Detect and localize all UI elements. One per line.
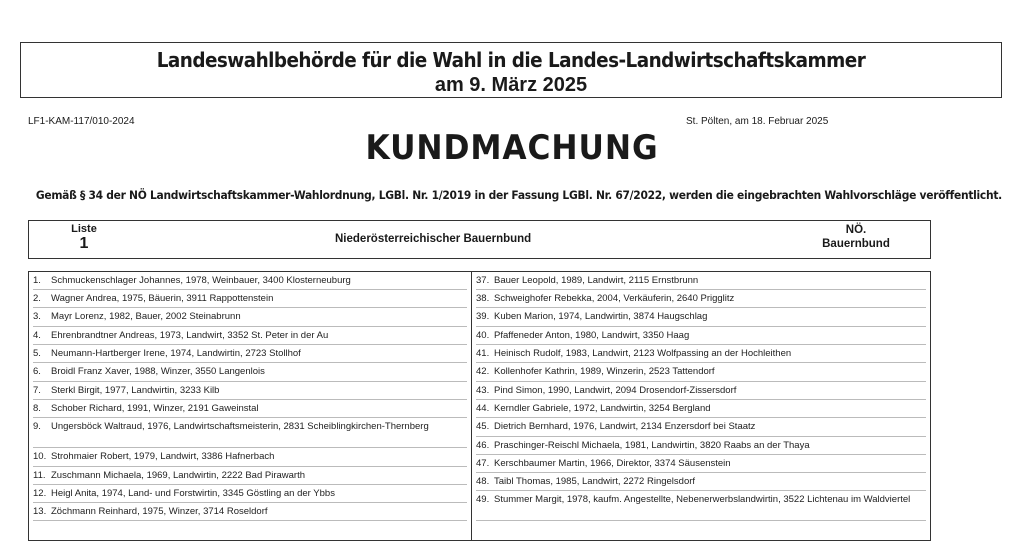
election-date: am 9. März 2025 [434, 74, 588, 96]
candidate-entry: Kerschbaumer Martin, 1966, Direktor, 3374 Säusenstein [494, 458, 731, 469]
candidate-entry: Schweighofer Rebekka, 2004, Verkäuferin, 2640 Prigglitz [494, 293, 735, 304]
candidate-number: 39. [476, 311, 490, 322]
candidate-row [476, 290, 926, 308]
candidate-entry: Schober Richard, 1991, Winzer, 2191 Gaweinstal [51, 403, 259, 414]
candidate-row [476, 473, 926, 491]
party-name: Niederösterreichischer Bauernbund [335, 233, 532, 245]
candidate-entry: Kollenhofer Kathrin, 1989, Winzerin, 2523 Tattendorf [494, 366, 715, 377]
candidate-entry: Strohmaier Robert, 1979, Landwirt, 3386 Hafnerbach [51, 451, 275, 462]
candidate-entry: Heinisch Rudolf, 1983, Landwirt, 2123 Wolfpassing an der Hochleithen [494, 348, 792, 359]
candidate-number: 8. [33, 403, 41, 414]
candidate-number: 6. [33, 366, 41, 377]
candidate-row [476, 437, 926, 455]
candidate-row [33, 400, 467, 418]
candidate-number: 13. [33, 506, 47, 517]
candidate-row [33, 327, 467, 345]
candidate-entry: Pind Simon, 1990, Landwirt, 2094 Drosendorf-Zissersdorf [494, 385, 737, 396]
candidate-row [476, 491, 926, 521]
candidate-number: 43. [476, 385, 490, 396]
candidate-number: 5. [33, 348, 41, 359]
legal-text: Gemäß § 34 der NÖ Landwirtschaftskammer-Wahlordnung, LGBl. Nr. 1/2019 in der Fassung LGBl. Nr. 67/2022, werden die eingebrachten Wahlvorschläge veröffentlicht. [35, 188, 1002, 202]
candidate-entry: Broidl Franz Xaver, 1988, Winzer, 3550 Langenlois [51, 366, 265, 377]
candidate-row [33, 363, 467, 382]
candidate-row [476, 345, 926, 363]
candidate-row [476, 272, 926, 290]
candidate-row [33, 345, 467, 363]
candidate-row [476, 382, 926, 400]
candidate-row [33, 485, 467, 503]
candidate-entry: Neumann-Hartberger Irene, 1974, Landwirtin, 2723 Stollhof [51, 348, 301, 359]
candidate-number: 38. [476, 293, 490, 304]
candidate-number: 4. [33, 330, 41, 341]
list-label-group [69, 223, 99, 253]
list-header [28, 220, 931, 259]
reference-number: LF1-KAM-117/010-2024 [28, 116, 135, 127]
candidate-entry: Kerndler Gabriele, 1972, Landwirtin, 3254 Bergland [494, 403, 711, 414]
candidate-row [476, 327, 926, 345]
candidate-number: 1. [33, 275, 41, 286]
candidate-entry: Bauer Leopold, 1989, Landwirt, 2115 Ernstbrunn [494, 275, 699, 286]
candidate-column-right [472, 272, 930, 540]
candidate-number: 7. [33, 385, 41, 396]
candidate-number: 37. [476, 275, 490, 286]
candidate-number: 47. [476, 458, 490, 469]
candidate-number: 45. [476, 421, 490, 432]
candidate-row [476, 455, 926, 473]
candidate-entry: Praschinger-Reischl Michaela, 1981, Landwirtin, 3820 Raabs an der Thaya [494, 440, 810, 451]
header-title: Landeswahlbehörde für die Wahl in die Landes-Landwirtschaftskammer [156, 48, 866, 72]
candidate-row [476, 308, 926, 327]
candidate-row [33, 290, 467, 308]
candidate-number: 3. [33, 311, 41, 322]
document-heading: KUNDMACHUNG [365, 128, 659, 168]
candidate-entry: Heigl Anita, 1974, Land- und Forstwirtin, 3345 Göstling an der Ybbs [51, 488, 335, 499]
candidate-row [33, 272, 467, 290]
candidate-entry: Pfaffeneder Anton, 1980, Landwirt, 3350 Haag [494, 330, 690, 341]
candidate-entry: Ungersböck Waltraud, 1976, Landwirtschaftsmeisterin, 2831 Scheiblingkirchen-Thernberg [51, 421, 429, 432]
place-date: St. Pölten, am 18. Februar 2025 [686, 116, 829, 127]
candidate-row [33, 503, 467, 521]
party-short-line-2: Bauernbund [822, 238, 890, 250]
candidate-number: 2. [33, 293, 41, 304]
candidate-row [33, 448, 467, 467]
candidate-row [476, 400, 926, 418]
candidate-number: 40. [476, 330, 490, 341]
candidate-table [28, 271, 931, 541]
candidate-number: 44. [476, 403, 490, 414]
candidate-entry: Taibl Thomas, 1985, Landwirt, 2272 Ringelsdorf [494, 476, 696, 487]
candidate-row [476, 363, 926, 382]
candidate-column-left [29, 272, 472, 540]
candidate-number: 12. [33, 488, 47, 499]
list-number: 1 [79, 235, 89, 252]
candidate-number: 9. [33, 421, 41, 432]
candidate-row [33, 418, 467, 448]
candidate-entry: Dietrich Bernhard, 1976, Landwirt, 2134 Enzersdorf bei Staatz [494, 421, 756, 432]
candidate-row [33, 467, 467, 485]
header-box [20, 42, 1002, 98]
candidate-number: 41. [476, 348, 490, 359]
candidate-entry: Zöchmann Reinhard, 1975, Winzer, 3714 Roseldorf [51, 506, 268, 517]
party-short-line-1: NÖ. [845, 224, 867, 236]
candidate-entry: Zuschmann Michaela, 1969, Landwirtin, 2222 Bad Pirawarth [51, 470, 306, 481]
candidate-number: 11. [33, 470, 46, 481]
candidate-entry: Ehrenbrandtner Andreas, 1973, Landwirt, 3352 St. Peter in der Au [51, 330, 329, 341]
candidate-number: 42. [476, 366, 490, 377]
candidate-entry: Schmuckenschlager Johannes, 1978, Weinbauer, 3400 Klosterneuburg [51, 275, 351, 286]
candidate-row [33, 308, 467, 327]
candidate-number: 10. [33, 451, 47, 462]
candidate-row [476, 418, 926, 437]
candidate-number: 46. [476, 440, 490, 451]
party-short [781, 223, 931, 251]
candidate-entry: Wagner Andrea, 1975, Bäuerin, 3911 Rappottenstein [51, 293, 274, 304]
candidate-entry: Mayr Lorenz, 1982, Bauer, 2002 Steinabrunn [51, 311, 241, 322]
candidate-entry: Sterkl Birgit, 1977, Landwirtin, 3233 Kilb [51, 385, 220, 396]
list-label: Liste [71, 223, 97, 235]
candidate-number: 49. [476, 494, 490, 505]
candidate-number: 48. [476, 476, 490, 487]
candidate-entry: Kuben Marion, 1974, Landwirtin, 3874 Haugschlag [494, 311, 708, 322]
candidate-row [33, 382, 467, 400]
candidate-entry: Stummer Margit, 1978, kaufm. Angestellte, Nebenerwerbslandwirtin, 3522 Lichtenau im Waldviertel [494, 494, 911, 505]
